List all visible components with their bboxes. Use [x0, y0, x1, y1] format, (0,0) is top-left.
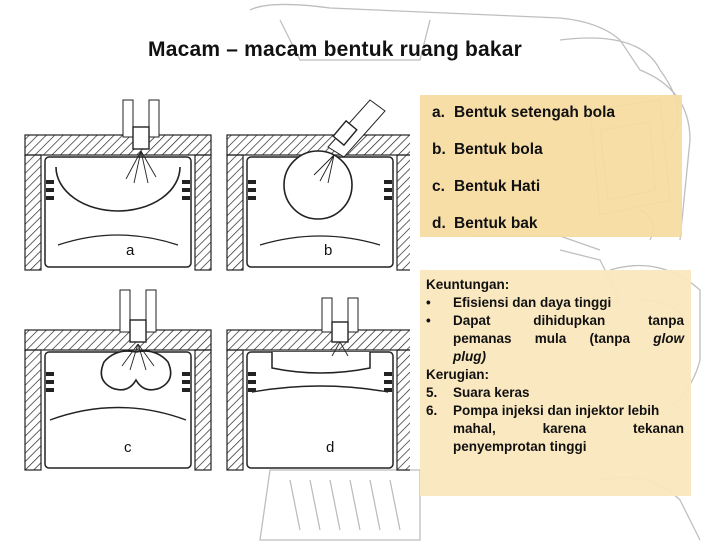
diagram-a-hemispherical [25, 100, 211, 270]
diagram-c-heart-shaped [25, 290, 211, 470]
shape-item-d: d. Bentuk bak [432, 215, 538, 232]
diagram-d-bathtub-shaped [227, 298, 410, 470]
italic-line: pemanas mula (tanpa glow [453, 331, 684, 346]
combustion-chamber-diagrams [18, 95, 410, 475]
shape-item-b: b. Bentuk bola [432, 141, 543, 158]
disadvantage-item: 6. Pompa injeksi dan injektor lebih mahal, karena tekanan penyemprotan tinggi [426, 403, 684, 454]
advantage-item: • Dapat dihidupkan tanpa pemanas mula (tanpa glow plug) [426, 313, 684, 364]
figure-label-c: c [124, 439, 132, 456]
advantage-item: • Efisiensi dan daya tinggi [426, 295, 612, 310]
shape-list [432, 104, 615, 252]
figure-label-d: d [326, 439, 335, 456]
disadvantages-heading: Kerugian: [426, 367, 490, 382]
advantages-heading: Keuntungan: [426, 277, 510, 292]
page-title: Macam – macam bentuk ruang bakar [148, 38, 523, 61]
diagram-b-spherical [227, 100, 410, 270]
disadvantage-item: 5. Suara keras [426, 385, 530, 400]
shape-item-c: c. Bentuk Hati [432, 178, 541, 195]
figure-label-a: a [126, 242, 135, 259]
pros-cons-text [426, 276, 684, 456]
shape-item-a: a. Bentuk setengah bola [432, 104, 616, 121]
figure-label-b: b [324, 242, 333, 259]
